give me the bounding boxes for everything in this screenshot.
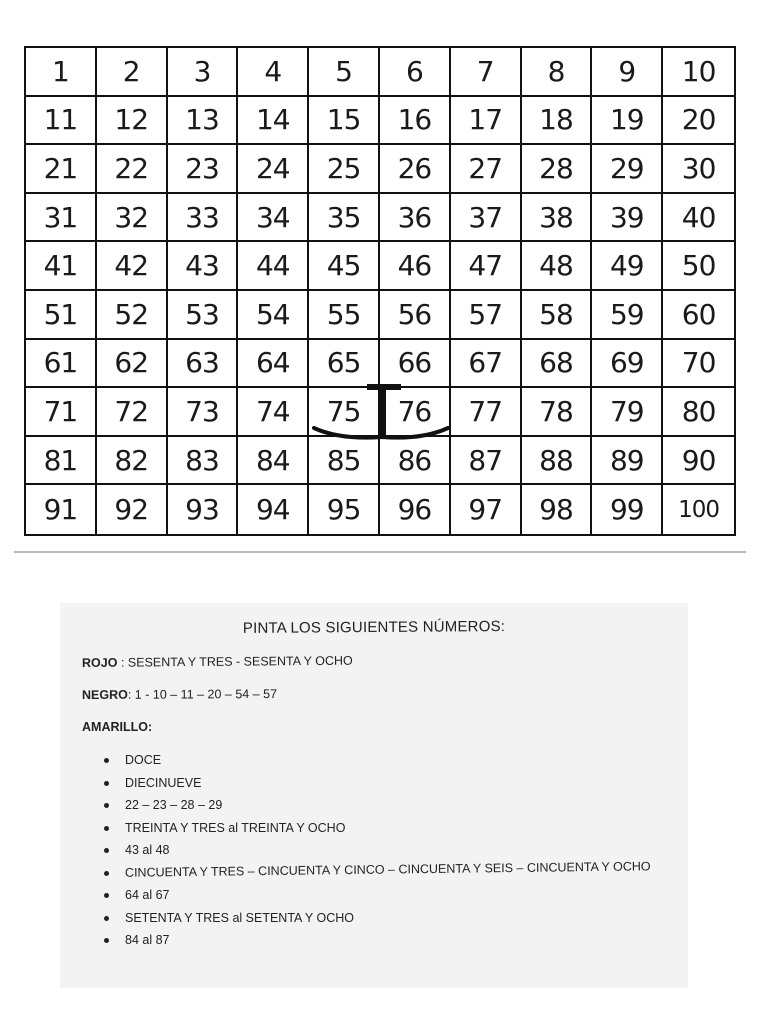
amarillo-item [104, 817, 651, 840]
amarillo-heading: AMARILLO: [82, 720, 153, 734]
amarillo-item [104, 907, 651, 930]
number-cell: 8 [522, 48, 593, 97]
number-cell: 10 [663, 48, 734, 97]
number-cell: 22 [97, 145, 168, 194]
number-cell: 25 [309, 145, 380, 194]
number-cell: 69 [592, 340, 663, 389]
number-cell: 67 [451, 340, 522, 389]
number-cell: 42 [97, 242, 168, 291]
amarillo-item [104, 772, 651, 795]
amarillo-item-text: CINCUENTA Y TRES – CINCUENTA Y CINCO – CINCUENTA Y SEIS – CINCUENTA Y OCHO [124, 858, 651, 880]
number-cell: 33 [168, 194, 239, 243]
number-cell: 88 [522, 437, 593, 486]
number-cell: 85 [309, 437, 380, 486]
number-cell: 74 [238, 388, 309, 437]
amarillo-list [104, 749, 651, 952]
sheet-divider [14, 551, 746, 553]
number-cell: 63 [168, 340, 239, 389]
number-cell: 89 [592, 437, 663, 486]
number-cell: 30 [663, 145, 734, 194]
rojo-numbers: : SESENTA Y TRES - SESENTA Y OCHO [117, 653, 353, 670]
number-cell: 21 [26, 145, 97, 194]
number-cell: 75 [309, 388, 380, 437]
number-cell: 71 [26, 388, 97, 437]
number-cell: 1 [26, 48, 97, 97]
number-cell: 11 [26, 97, 97, 146]
amarillo-item-text: DOCE [125, 753, 162, 767]
number-cell: 50 [663, 242, 734, 291]
number-cell: 92 [97, 485, 168, 534]
number-cell: 18 [522, 97, 593, 146]
number-cell: 51 [26, 291, 97, 340]
amarillo-item [104, 794, 651, 817]
number-cell: 53 [168, 291, 239, 340]
amarillo-item-text: 64 al 67 [125, 888, 170, 902]
number-cell: 82 [97, 437, 168, 486]
number-cell: 35 [309, 194, 380, 243]
number-cell: 86 [380, 437, 451, 486]
number-cell: 81 [26, 437, 97, 486]
number-cell: 52 [97, 291, 168, 340]
number-cell: 34 [238, 194, 309, 243]
number-cell: 17 [451, 97, 522, 146]
number-cell: 48 [522, 242, 593, 291]
number-cell: 57 [451, 291, 522, 340]
number-cell: 15 [309, 97, 380, 146]
negro-label: NEGRO [81, 687, 128, 702]
number-cell: 96 [380, 485, 451, 534]
number-cell: 4 [238, 48, 309, 97]
number-cell: 27 [451, 145, 522, 194]
number-cell: 31 [26, 194, 97, 243]
worksheet-title: PINTA LOS SIGUIENTES NÚMEROS: [242, 618, 506, 637]
bullet-icon [104, 893, 109, 898]
number-cell: 73 [168, 388, 239, 437]
number-cell: 37 [451, 194, 522, 243]
bullet-icon [104, 758, 109, 763]
number-cell: 60 [663, 291, 734, 340]
number-cell: 7 [451, 48, 522, 97]
bullet-icon [104, 848, 109, 853]
number-cell: 24 [238, 145, 309, 194]
rojo-label: ROJO [81, 655, 118, 670]
bullet-icon [104, 938, 109, 943]
number-cell: 16 [380, 97, 451, 146]
number-cell: 9 [592, 48, 663, 97]
number-cell: 12 [97, 97, 168, 146]
bullet-icon [104, 803, 109, 808]
amarillo-item-text: TREINTA Y TRES al TREINTA Y OCHO [125, 820, 346, 835]
number-cell: 93 [168, 485, 239, 534]
number-cell: 19 [592, 97, 663, 146]
number-cell: 55 [309, 291, 380, 340]
number-cell: 59 [592, 291, 663, 340]
number-cell: 32 [97, 194, 168, 243]
number-cell: 46 [380, 242, 451, 291]
amarillo-item-text: SETENTA Y TRES al SETENTA Y OCHO [125, 910, 355, 925]
bullet-icon [104, 781, 109, 786]
number-cell: 99 [592, 485, 663, 534]
amarillo-item-text: 84 al 87 [125, 933, 170, 947]
number-cell: 43 [168, 242, 239, 291]
negro-numbers: : 1 - 10 – 11 – 20 – 54 – 57 [127, 686, 278, 702]
bullet-icon [104, 916, 109, 921]
hundred-chart-grid [24, 46, 736, 536]
rojo-instruction [82, 654, 353, 670]
number-cell: 66 [380, 340, 451, 389]
number-cell: 2 [97, 48, 168, 97]
bullet-icon [104, 826, 109, 831]
number-cell: 5 [309, 48, 380, 97]
number-cell: 45 [309, 242, 380, 291]
worksheet [60, 603, 688, 988]
number-cell: 23 [168, 145, 239, 194]
number-cell: 40 [663, 194, 734, 243]
amarillo-item [104, 929, 651, 952]
negro-instruction [82, 687, 277, 702]
number-cell: 49 [592, 242, 663, 291]
number-cell: 41 [26, 242, 97, 291]
number-cell: 79 [592, 388, 663, 437]
number-cell: 39 [592, 194, 663, 243]
number-cell: 84 [238, 437, 309, 486]
amarillo-item-text: DIECINUEVE [125, 775, 202, 790]
amarillo-item-text: 22 – 23 – 28 – 29 [125, 798, 223, 812]
number-cell: 29 [592, 145, 663, 194]
amarillo-item-text: 43 al 48 [125, 843, 170, 857]
number-cell: 90 [663, 437, 734, 486]
number-cell: 68 [522, 340, 593, 389]
number-cell: 64 [238, 340, 309, 389]
number-cell: 70 [663, 340, 734, 389]
number-cell: 14 [238, 97, 309, 146]
number-cell: 94 [238, 485, 309, 534]
number-cell: 72 [97, 388, 168, 437]
number-cell: 83 [168, 437, 239, 486]
number-cell: 91 [26, 485, 97, 534]
amarillo-item [104, 884, 651, 907]
number-cell: 95 [309, 485, 380, 534]
number-cell: 47 [451, 242, 522, 291]
number-cell: 38 [522, 194, 593, 243]
amarillo-item [104, 749, 651, 772]
number-cell: 6 [380, 48, 451, 97]
number-cell: 26 [380, 145, 451, 194]
number-cell: 28 [522, 145, 593, 194]
number-cell: 36 [380, 194, 451, 243]
number-cell: 54 [238, 291, 309, 340]
number-cell: 97 [451, 485, 522, 534]
number-cell: 3 [168, 48, 239, 97]
number-cell: 56 [380, 291, 451, 340]
number-cell: 80 [663, 388, 734, 437]
number-cell: 98 [522, 485, 593, 534]
number-cell: 20 [663, 97, 734, 146]
number-cell: 62 [97, 340, 168, 389]
number-cell: 61 [26, 340, 97, 389]
number-cell: 58 [522, 291, 593, 340]
number-cell: 77 [451, 388, 522, 437]
number-cell: 100 [678, 496, 720, 523]
number-cell: 87 [451, 437, 522, 486]
number-cell: 65 [309, 340, 380, 389]
bullet-icon [104, 870, 109, 875]
number-cell: 78 [522, 388, 593, 437]
number-cell: 13 [168, 97, 239, 146]
number-cell: 44 [238, 242, 309, 291]
number-cell: 76 [380, 388, 451, 437]
